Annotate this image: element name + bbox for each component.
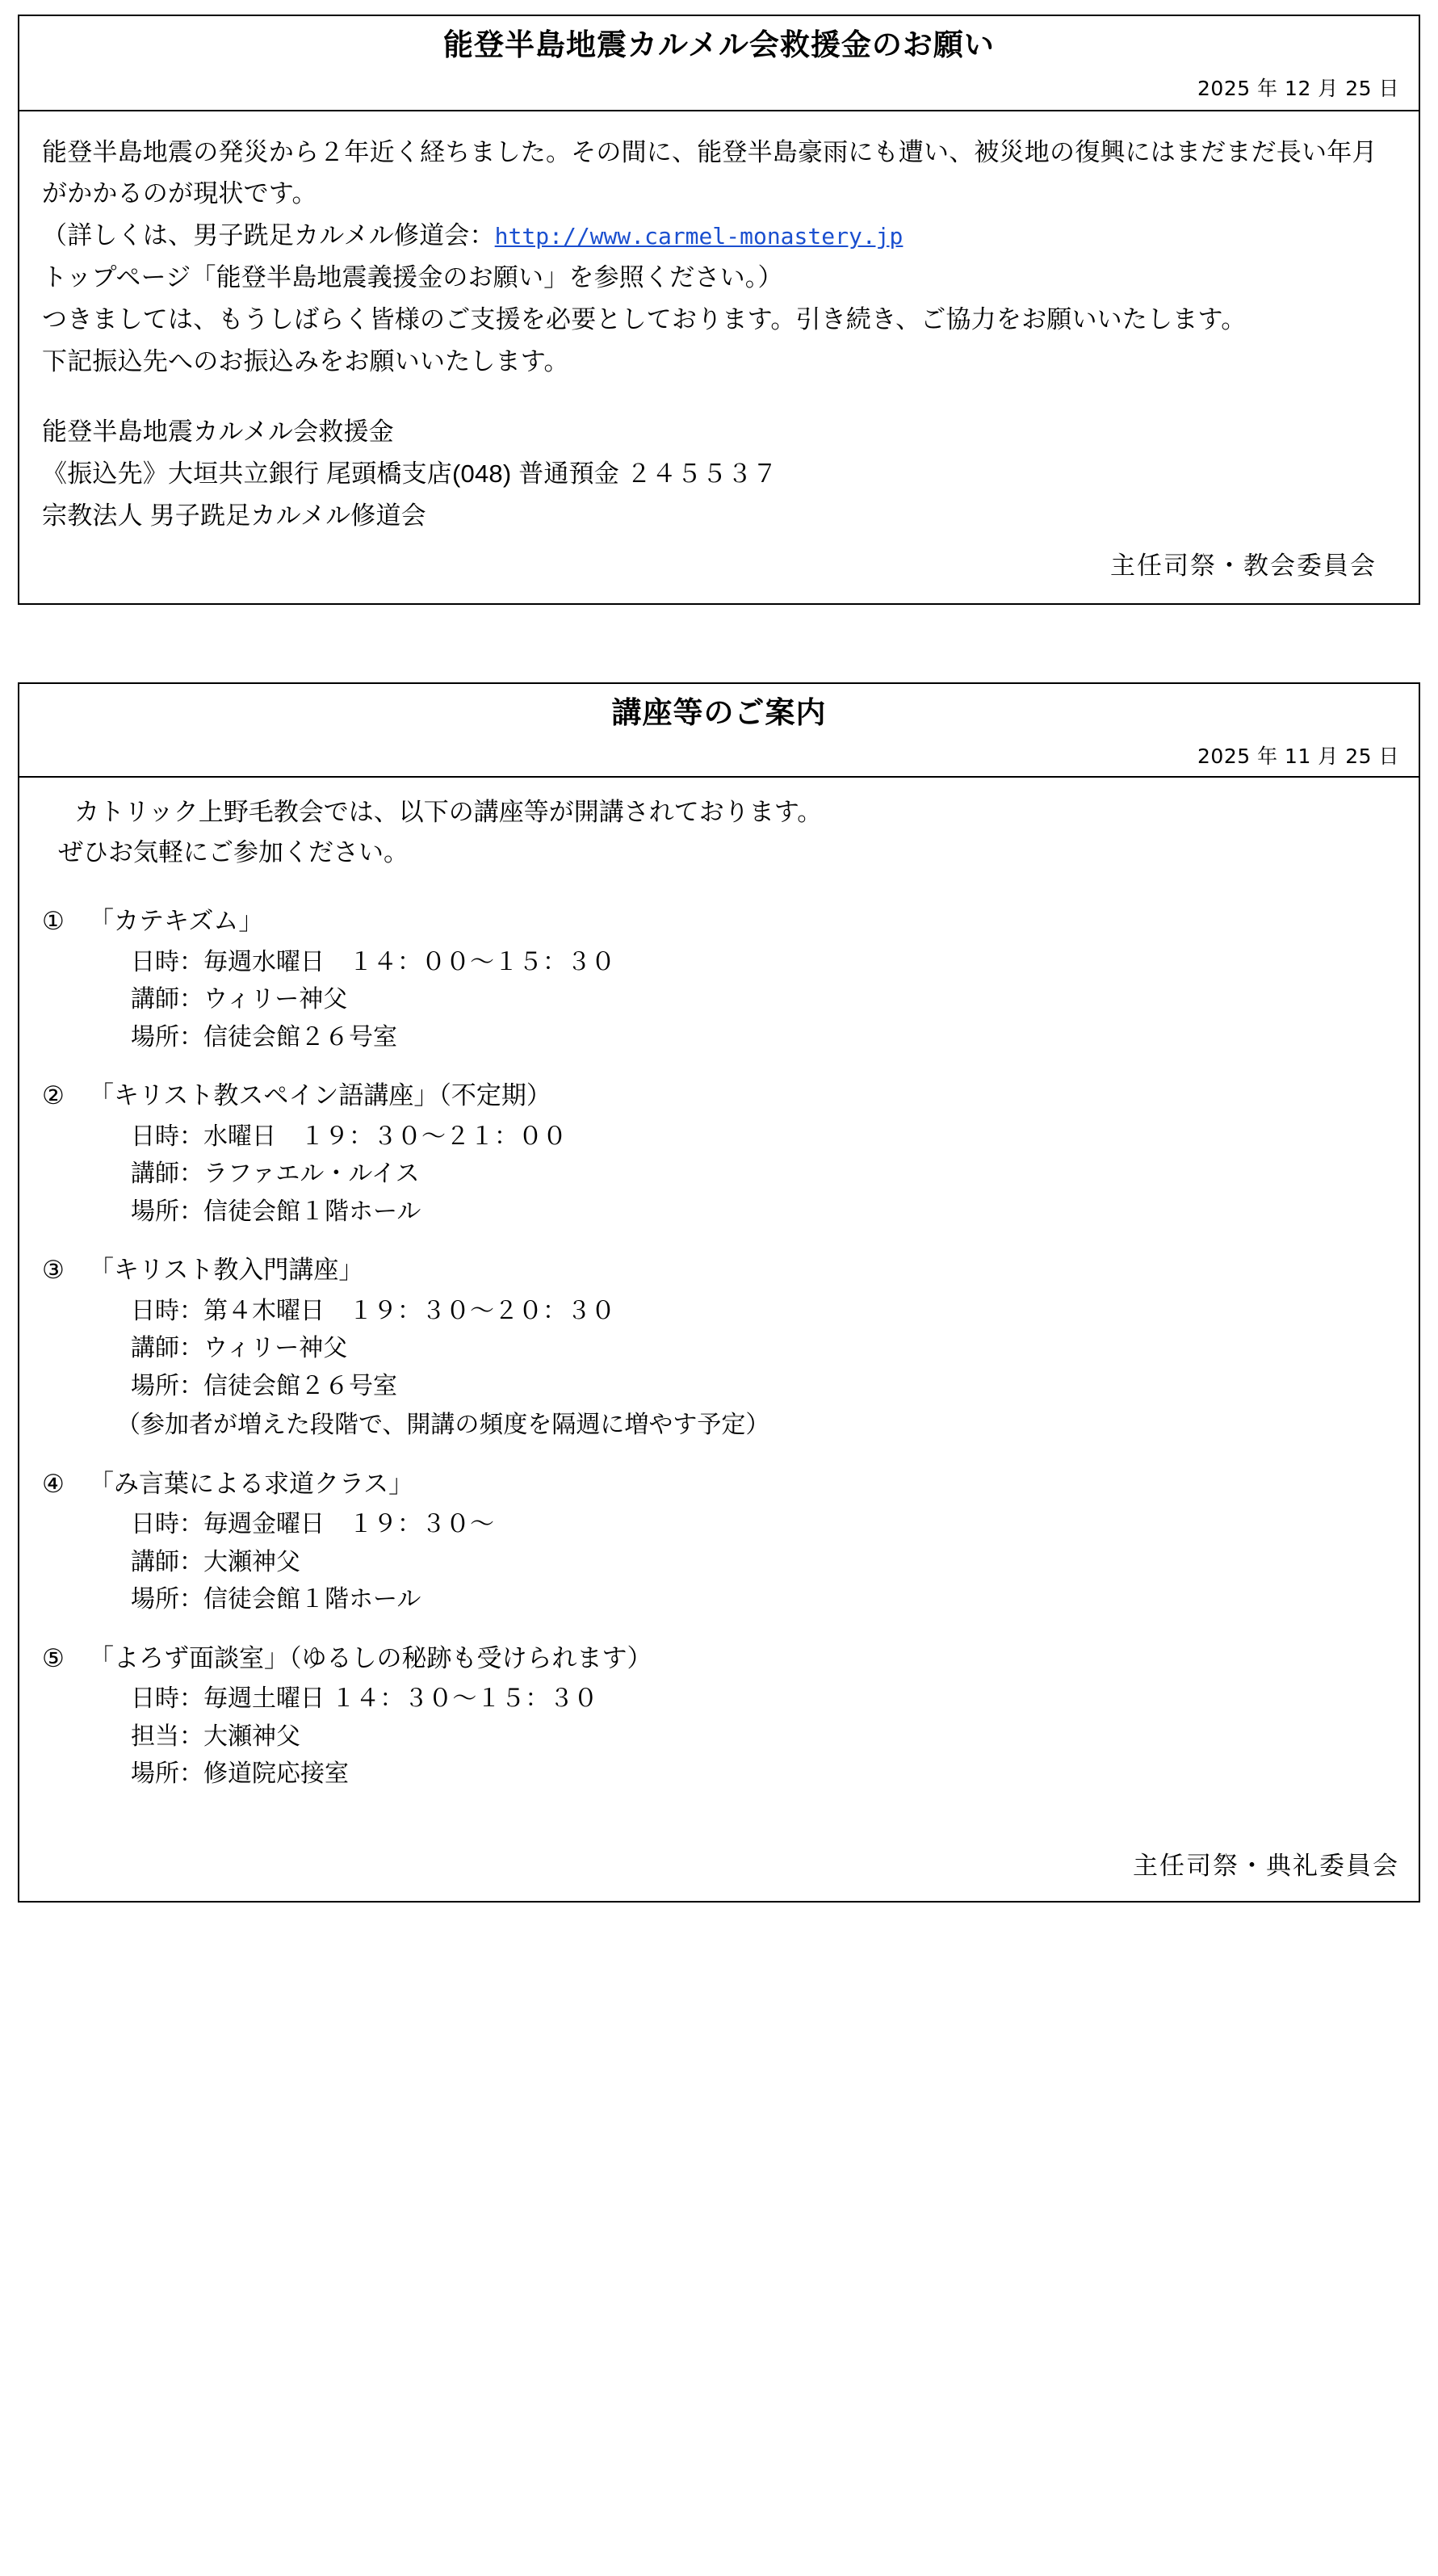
- courses-intro-line-2: ぜひお気軽にご参加ください。: [58, 837, 409, 866]
- relief-paragraph-2: [42, 216, 1396, 256]
- course-instructor: 講師：ラファエル・ルイス: [131, 1160, 420, 1188]
- course-number: ④: [42, 1469, 65, 1498]
- relief-notice-date: 2025 年 12 月 25 日: [1197, 77, 1399, 101]
- course-title: 「み言葉による求道クラス」: [89, 1469, 414, 1498]
- course-heading: [42, 1466, 1396, 1504]
- courses-intro: [19, 778, 1419, 872]
- list-item: [42, 1077, 1396, 1231]
- course-location: 場所：修道院応接室: [131, 1760, 349, 1788]
- course-details: [131, 1506, 1396, 1619]
- course-datetime: 日時：毎週土曜日 １４：３０〜１５：３０: [131, 1685, 598, 1713]
- course-heading: [42, 1640, 1396, 1678]
- list-item: [42, 903, 1396, 1056]
- relief-spacer: [42, 384, 1396, 412]
- carmel-monastery-link[interactable]: http://www.carmel-monastery.jp: [494, 222, 903, 250]
- course-heading: [42, 903, 1396, 941]
- course-details: [131, 1118, 1396, 1231]
- relief-signature: 主任司祭・教会委員会: [1110, 552, 1377, 581]
- course-location: 場所：信徒会館１階ホール: [131, 1586, 421, 1613]
- course-note: （参加者が増えた段階で、開講の頻度を隔週に増やす予定）: [116, 1412, 770, 1439]
- course-details: [131, 944, 1396, 1057]
- course-contact: 担当：大瀬神父: [131, 1722, 300, 1750]
- course-location: 場所：信徒会館２６号室: [131, 1372, 397, 1399]
- courses-signature: 主任司祭・典礼委員会: [1133, 1851, 1399, 1880]
- courses-notice-header: [19, 684, 1419, 778]
- relief-paragraph-1: 能登半島地震の発災から２年近く経ちました。その間に、能登半島豪雨にも遭い、被災地の復興にはまだまだ長い年月がかかるのが現状です。: [42, 138, 1377, 208]
- course-datetime: 日時：水曜日 １９：３０〜２１：００: [131, 1122, 567, 1150]
- course-title: 「キリスト教スペイン語講座」（不定期）: [89, 1081, 551, 1110]
- course-datetime: 日時：毎週水曜日 １４：００〜１５：３０: [131, 948, 615, 975]
- course-instructor: 講師：ウィリー神父: [131, 986, 348, 1013]
- list-item: [42, 1640, 1396, 1794]
- relief-notice-header: [19, 16, 1419, 111]
- relief-paragraph-4: 下記振込先へのお振込みをお願いいたします。: [42, 347, 569, 376]
- section-gap: [18, 605, 1420, 682]
- course-number: ①: [42, 907, 65, 936]
- relief-fund-name: 能登半島地震カルメル会救援金: [42, 417, 394, 446]
- courses-intro-line-1: カトリック上野毛教会では、以下の講座等が開講されております。: [74, 797, 823, 826]
- relief-bank-line: 《振込先》大垣共立銀行 尾頭橋支店(048) 普通預金 ２４５５３７: [42, 459, 778, 488]
- course-location: 場所：信徒会館１階ホール: [131, 1198, 421, 1225]
- relief-paragraph-3: つきましては、もうしばらく皆様のご支援を必要としております。引き続き、ご協力をお願いいたします。: [42, 305, 1247, 334]
- course-title: 「キリスト教入門講座」: [89, 1256, 364, 1285]
- relief-notice-title: 能登半島地震カルメル会救援金のお願い: [443, 28, 995, 61]
- course-instructor: 講師：大瀬神父: [131, 1548, 300, 1575]
- course-datetime: 日時：毎週金曜日 １９：３０〜: [131, 1511, 494, 1538]
- list-item: [42, 1466, 1396, 1619]
- course-location: 場所：信徒会館２６号室: [131, 1023, 397, 1051]
- courses-notice: [18, 682, 1420, 1903]
- relief-notice-body: [19, 111, 1419, 602]
- course-instructor: 講師：ウィリー神父: [131, 1335, 348, 1362]
- course-heading: [42, 1077, 1396, 1115]
- course-details: [131, 1680, 1396, 1794]
- relief-org-line: 宗教法人 男子跣足カルメル修道会: [42, 501, 426, 531]
- course-number: ③: [42, 1256, 65, 1285]
- course-details: [131, 1293, 1396, 1406]
- list-item: [42, 1252, 1396, 1445]
- course-number: ②: [42, 1081, 65, 1110]
- course-title: 「カテキズム」: [89, 907, 264, 936]
- course-title: 「よろず面談室」（ゆるしの秘跡も受けられます）: [89, 1643, 652, 1672]
- relief-paragraph-2-text: （詳しくは、男子跣足カルメル修道会：: [42, 220, 495, 250]
- course-datetime: 日時：第４木曜日 １９：３０〜２０：３０: [131, 1297, 615, 1324]
- relief-paragraph-after-link: トップページ「能登半島地震義援金のお願い」を参照ください。）: [42, 263, 783, 292]
- course-list: [19, 872, 1419, 1800]
- course-number: ⑤: [42, 1643, 65, 1672]
- courses-notice-title: 講座等のご案内: [611, 695, 827, 729]
- course-heading: [42, 1252, 1396, 1290]
- courses-notice-date: 2025 年 11 月 25 日: [1197, 744, 1399, 768]
- relief-fund-notice: [18, 15, 1420, 605]
